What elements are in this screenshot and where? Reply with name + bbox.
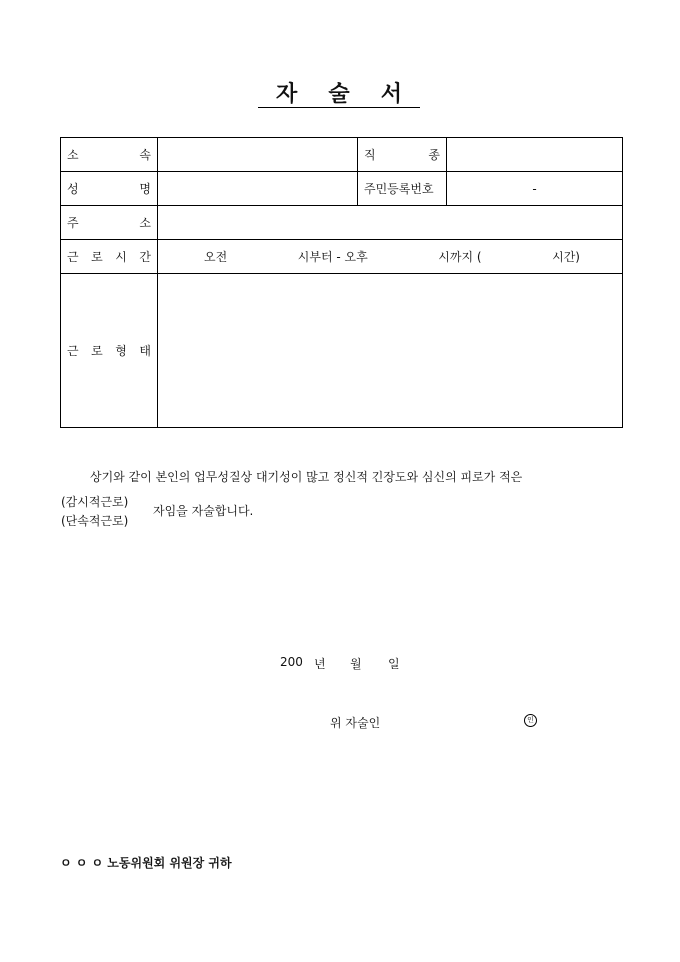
name-field[interactable] (158, 172, 358, 206)
date-month: 월 (350, 657, 362, 671)
work-hours-from-pm: 시부터 - 오후 (297, 250, 368, 264)
date-year-prefix: 200 (280, 655, 303, 669)
signature-label: 위 자술인 (330, 716, 381, 730)
work-hours-am: 오전 (204, 250, 228, 264)
work-type-field[interactable] (158, 274, 623, 428)
date-year: 년 (314, 657, 326, 671)
resident-id-label: 주민등록번호 (358, 172, 447, 206)
name-label: 성 명 (61, 172, 158, 206)
work-hours-field[interactable] (158, 240, 623, 274)
affiliation-label: 소 속 (61, 138, 158, 172)
work-type-row (61, 274, 623, 428)
title-char: 술 (328, 81, 350, 107)
statement-line-1: 상기와 같이 본인의 업무성질상 대기성이 많고 정신적 긴장도와 심신의 피로가 적은 (90, 470, 523, 484)
statement-line-2: 자임을 자술합니다. (153, 504, 254, 518)
work-hours-label: 근 로 시 간 (61, 240, 158, 274)
resident-id-field[interactable] (447, 172, 623, 206)
statement-form-table (60, 137, 623, 428)
date-day: 일 (388, 657, 400, 671)
addressee: ㅇ ㅇ ㅇ 노동위원회 위원장 귀하 (60, 856, 232, 870)
statement-option-surveillance: (감시적근로) (61, 495, 129, 509)
address-row (61, 206, 623, 240)
work-hours-row (61, 240, 623, 274)
work-type-label: 근 로 형 태 (61, 274, 158, 428)
work-hours-until: 시까지 ( (438, 250, 482, 264)
job-type-field[interactable] (447, 138, 623, 172)
statement-option-intermittent: (단속적근로) (61, 514, 129, 528)
document-title (258, 80, 420, 108)
job-type-label: 직 종 (358, 138, 447, 172)
resident-id-separator: - (532, 181, 537, 196)
seal-mark: 인 (524, 714, 537, 727)
address-label: 주 소 (61, 206, 158, 240)
title-char: 서 (380, 81, 402, 107)
title-char: 자 (276, 81, 298, 107)
work-hours-total: 시간) (552, 250, 580, 264)
address-field[interactable] (158, 206, 623, 240)
name-row (61, 172, 623, 206)
affiliation-row (61, 138, 623, 172)
affiliation-field[interactable] (158, 138, 358, 172)
